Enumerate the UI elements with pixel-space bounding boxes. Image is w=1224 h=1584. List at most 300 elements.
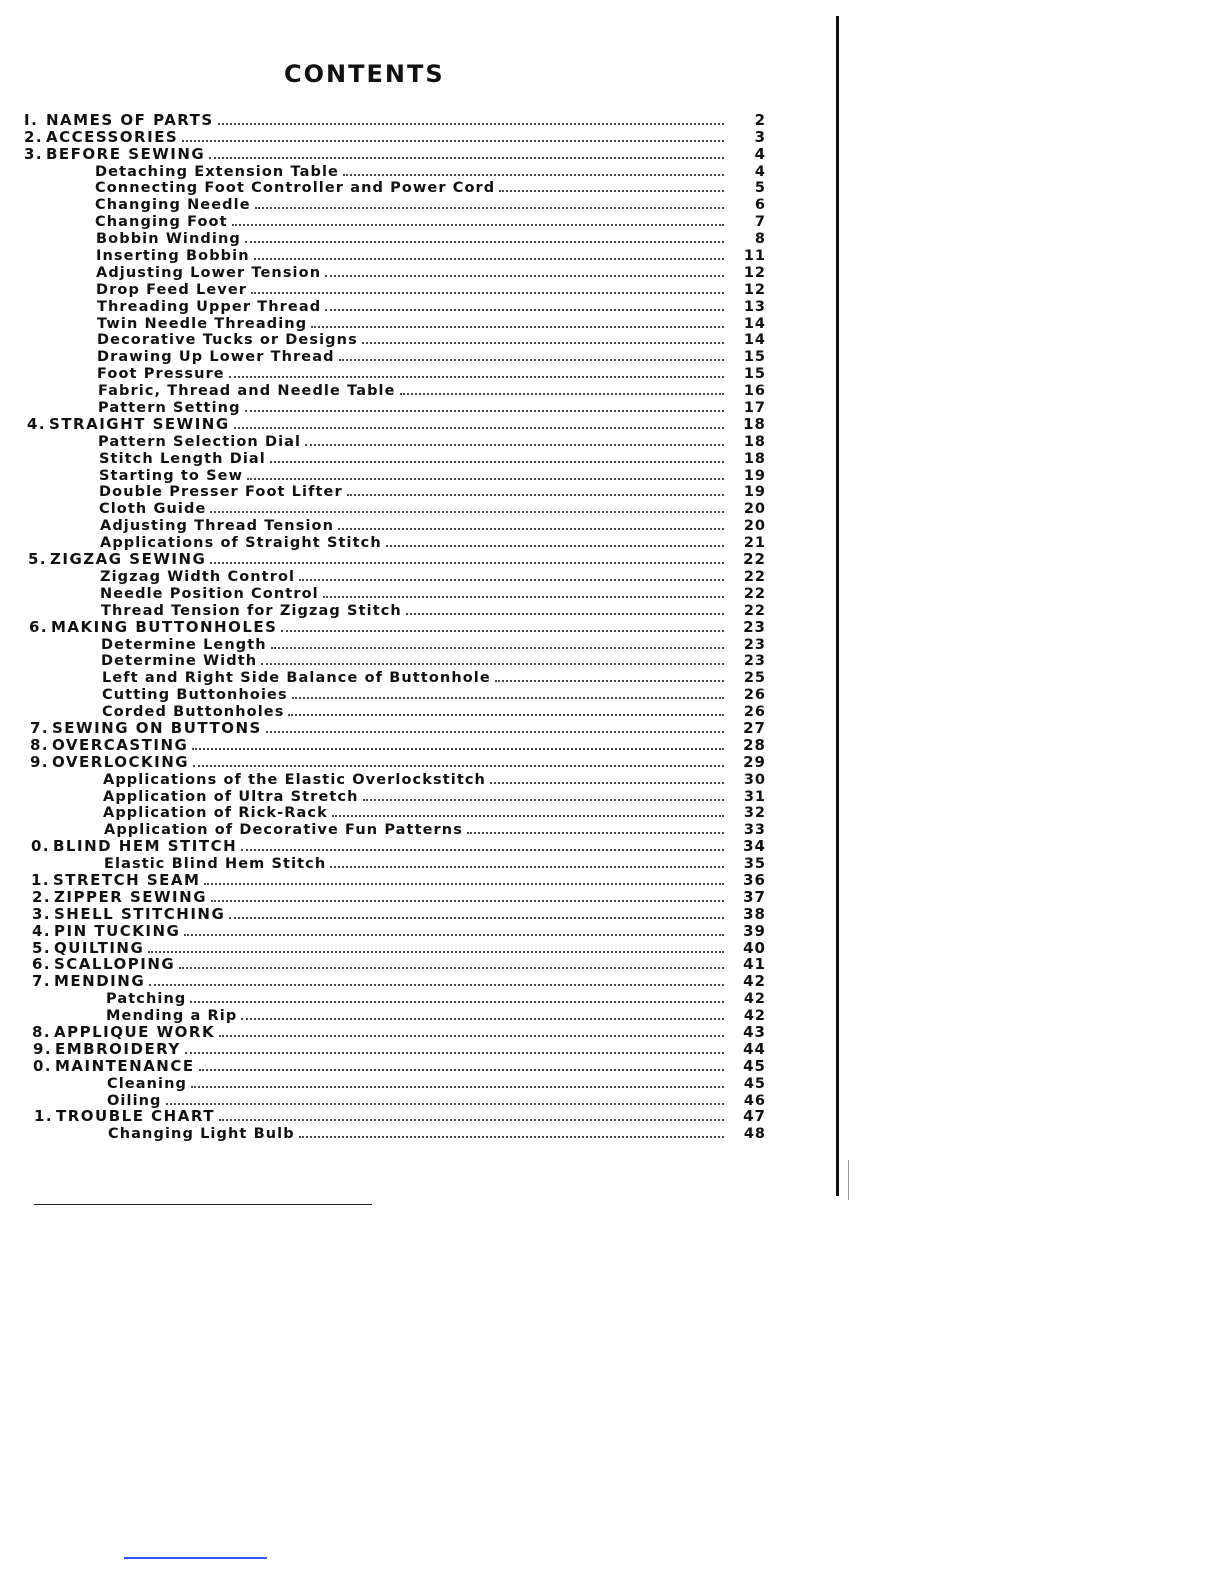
toc-label: [97, 316, 307, 332]
toc-subentry: [0, 382, 780, 399]
toc-number: 1.: [34, 1107, 54, 1126]
dot-leader: [219, 1119, 724, 1121]
toc-title: Cutting Buttonhoies: [102, 687, 288, 704]
toc-title: BEFORE SEWING: [46, 144, 206, 163]
toc-label: [100, 535, 382, 551]
toc-page-number: 4: [754, 163, 766, 180]
toc-title: Adjusting Thread Tension: [100, 518, 334, 535]
toc-entry: [0, 416, 780, 433]
toc-title: SHELL STITCHING: [54, 904, 226, 923]
toc-label: [30, 736, 188, 754]
dot-leader: [241, 849, 724, 851]
dot-leader: [204, 883, 724, 885]
toc-title: Patching: [106, 991, 187, 1008]
dot-leader: [323, 596, 724, 598]
toc-label: [106, 991, 186, 1007]
toc-subentry: [0, 315, 780, 332]
toc-label: [32, 905, 225, 923]
toc-subentry: [0, 1125, 780, 1142]
toc-title: Detaching Extension Table: [95, 163, 339, 180]
toc-page-number: 38: [743, 904, 766, 923]
dot-leader: [210, 511, 724, 513]
toc-label: [32, 1023, 215, 1041]
toc-subentry: [0, 821, 780, 838]
toc-label: [108, 1126, 295, 1142]
toc-page-number: 21: [743, 535, 766, 552]
dot-leader: [292, 697, 724, 699]
toc-page-number: 11: [743, 248, 766, 265]
toc-subentry: [0, 247, 780, 264]
toc-number: 6.: [32, 955, 52, 974]
toc-page-number: 41: [743, 955, 766, 974]
dot-leader: [406, 613, 724, 615]
dot-leader: [191, 1086, 724, 1088]
toc-label: [97, 299, 321, 315]
page-edge-line: [836, 16, 839, 1196]
toc-subentry: [0, 1075, 780, 1092]
toc-number: 7.: [32, 972, 52, 991]
dot-leader: [386, 545, 724, 547]
toc-title: BLIND HEM STITCH: [53, 837, 238, 856]
page-title: CONTENTS: [284, 60, 445, 88]
toc-page-number: 34: [743, 837, 766, 856]
toc-label: [103, 772, 486, 788]
toc-title: Application of Rick-Rack: [103, 805, 328, 822]
toc-label: [99, 484, 343, 500]
toc-page-number: 42: [743, 1008, 766, 1025]
toc-label: [103, 805, 328, 821]
toc-label: [34, 1107, 215, 1125]
toc-number: I.: [24, 110, 39, 129]
toc-page-number: 18: [743, 450, 766, 467]
toc-label: [96, 265, 321, 281]
toc-subentry: [0, 1007, 780, 1024]
toc-title: Threading Upper Thread: [97, 298, 322, 315]
toc-page-number: 43: [743, 1022, 766, 1041]
toc-title: Determine Length: [101, 636, 267, 653]
dot-leader: [219, 1035, 724, 1037]
toc-label: [32, 955, 175, 973]
toc-label: [24, 145, 205, 163]
toc-number: 8.: [32, 1022, 52, 1041]
dot-leader: [192, 748, 724, 750]
toc-page-number: 45: [743, 1056, 766, 1075]
toc-page-number: 23: [743, 636, 766, 653]
toc-entry: [0, 737, 780, 754]
dot-leader: [467, 832, 724, 834]
toc-page-number: 5: [754, 180, 766, 197]
toc-label: [104, 822, 463, 838]
dot-leader: [255, 207, 724, 209]
toc-title: Mending a Rip: [106, 1008, 238, 1025]
dot-leader: [332, 815, 724, 817]
toc-title: Oiling: [107, 1092, 162, 1109]
toc-entry: [0, 1024, 780, 1041]
toc-page-number: 6: [754, 197, 766, 214]
toc-page-number: 37: [743, 887, 766, 906]
toc-label: [95, 164, 339, 180]
toc-label: [33, 1040, 181, 1058]
toc-entry: [0, 129, 780, 146]
toc-page-number: 20: [743, 501, 766, 518]
dot-leader: [343, 174, 724, 176]
toc-page-number: 8: [754, 231, 766, 248]
toc-subentry: [0, 399, 780, 416]
toc-number: 0.: [33, 1056, 53, 1075]
toc-label: [97, 332, 358, 348]
toc-entry: [0, 112, 780, 129]
toc-entry: [0, 838, 780, 855]
toc-label: [24, 111, 214, 129]
toc-page-number: 27: [743, 718, 766, 737]
toc-title: Left and Right Side Balance of Buttonhole: [102, 670, 491, 687]
toc-page-number: 30: [743, 771, 766, 788]
toc-label: [100, 586, 319, 602]
toc-label: [30, 719, 262, 737]
toc-subentry: [0, 534, 780, 551]
toc-title: Inserting Bobbin: [96, 248, 250, 265]
toc-page-number: 2: [754, 110, 766, 129]
footer-rule: [34, 1204, 372, 1205]
toc-entry: [0, 957, 780, 974]
toc-title: ZIGZAG SEWING: [50, 550, 207, 569]
dot-leader: [232, 224, 724, 226]
toc-label: [32, 888, 207, 906]
toc-entry: [0, 619, 780, 636]
toc-subentry: [0, 805, 780, 822]
dot-leader: [281, 630, 724, 632]
dot-leader: [209, 157, 724, 159]
toc-label: [95, 214, 228, 230]
toc-title: MAINTENANCE: [55, 1056, 195, 1075]
toc-title: Bobbin Winding: [96, 231, 241, 248]
toc-label: [30, 753, 189, 771]
toc-label: [98, 400, 241, 416]
toc-entry: [0, 906, 780, 923]
toc-title: Drawing Up Lower Thread: [97, 349, 335, 366]
toc-title: Applications of the Elastic Overlockstitch: [103, 771, 486, 788]
dot-leader: [166, 1103, 724, 1105]
toc-subentry: [0, 788, 780, 805]
dot-leader: [288, 714, 724, 716]
dot-leader: [149, 984, 724, 986]
dot-leader: [362, 342, 724, 344]
toc-title: Zigzag Width Control: [100, 568, 296, 585]
toc-page-number: 19: [743, 484, 766, 501]
toc-subentry: [0, 196, 780, 213]
dot-leader: [182, 140, 724, 142]
toc-entry: [0, 754, 780, 771]
toc-label: [97, 349, 335, 365]
toc-label: [32, 939, 144, 957]
toc-number: 9.: [33, 1039, 53, 1058]
toc-title: PIN TUCKING: [54, 921, 181, 940]
toc-page-number: 40: [743, 938, 766, 957]
toc-page-number: 3: [754, 127, 766, 146]
toc-page-number: 22: [743, 550, 766, 569]
dot-leader: [311, 326, 724, 328]
toc-title: Changing Needle: [95, 197, 251, 214]
dot-leader: [245, 241, 724, 243]
toc-title: STRETCH SEAM: [53, 870, 201, 889]
toc-page-number: 29: [743, 752, 766, 771]
toc-title: Foot Pressure: [97, 366, 225, 383]
toc-title: SEWING ON BUTTONS: [52, 718, 262, 737]
toc-entry: [0, 973, 780, 990]
toc-page-number: 12: [743, 281, 766, 298]
dot-leader: [305, 444, 724, 446]
toc-label: [107, 1076, 187, 1092]
toc-subentry: [0, 213, 780, 230]
dot-leader: [241, 1018, 724, 1020]
toc-subentry: [0, 686, 780, 703]
toc-entry: [0, 1109, 780, 1126]
toc-page-number: 7: [754, 214, 766, 231]
toc-subentry: [0, 484, 780, 501]
toc-label: [98, 383, 396, 399]
toc-label: [96, 231, 241, 247]
toc-title: SCALLOPING: [54, 955, 176, 974]
toc-page-number: 13: [743, 298, 766, 315]
dot-leader: [254, 258, 724, 260]
toc-page-number: 17: [743, 400, 766, 417]
toc-entry: [0, 923, 780, 940]
dot-leader: [179, 967, 724, 969]
toc-title: EMBROIDERY: [55, 1039, 181, 1058]
toc-title: Pattern Setting: [98, 400, 241, 417]
toc-page-number: 36: [743, 870, 766, 889]
toc-label: [104, 856, 326, 872]
dot-leader: [229, 376, 724, 378]
toc-subentry: [0, 467, 780, 484]
toc-title: Adjusting Lower Tension: [96, 264, 322, 281]
toc-label: [102, 670, 491, 686]
toc-page-number: 42: [743, 991, 766, 1008]
dot-leader: [266, 731, 724, 733]
toc-label: [101, 603, 402, 619]
toc-subentry: [0, 281, 780, 298]
toc-label: [99, 451, 266, 467]
toc-label: [27, 415, 230, 433]
toc-label: [96, 282, 247, 298]
toc-page-number: 14: [743, 332, 766, 349]
toc-label: [95, 180, 495, 196]
toc-title: Determine Width: [101, 653, 258, 670]
toc-entry: [0, 889, 780, 906]
toc-page-number: 23: [743, 617, 766, 636]
toc-title: Applications of Straight Stitch: [100, 535, 382, 552]
toc-number: 3.: [24, 144, 44, 163]
toc-title: TROUBLE CHART: [56, 1107, 215, 1126]
dot-leader: [148, 951, 724, 953]
toc-page-number: 18: [743, 414, 766, 433]
toc-subentry: [0, 180, 780, 197]
toc-number: 8.: [30, 735, 50, 754]
dot-leader: [211, 900, 724, 902]
toc-label: [95, 197, 251, 213]
toc-entry: [0, 146, 780, 163]
dot-leader: [271, 647, 724, 649]
toc-title: MENDING: [54, 972, 146, 991]
toc-title: Drop Feed Lever: [96, 281, 248, 298]
toc-label: [100, 569, 295, 585]
toc-title: Decorative Tucks or Designs: [97, 332, 358, 349]
toc-subentry: [0, 332, 780, 349]
toc-page-number: 22: [743, 585, 766, 602]
toc-title: Changing Light Bulb: [108, 1126, 295, 1143]
faint-edge-mark: [848, 1160, 849, 1200]
blue-underline-mark: [124, 1557, 267, 1559]
dot-leader: [325, 309, 724, 311]
dot-leader: [495, 680, 724, 682]
toc-number: 5.: [28, 550, 48, 569]
toc-title: Application of Decorative Fun Patterns: [104, 822, 463, 839]
toc-subentry: [0, 433, 780, 450]
toc-entry: [0, 551, 780, 568]
toc-page-number: 46: [743, 1092, 766, 1109]
toc-number: 9.: [30, 752, 50, 771]
dot-leader: [245, 410, 724, 412]
toc-page-number: 48: [743, 1126, 766, 1143]
toc-page-number: 15: [743, 366, 766, 383]
toc-subentry: [0, 568, 780, 585]
toc-page-number: 22: [743, 568, 766, 585]
toc-title: OVERCASTING: [52, 735, 189, 754]
toc-page-number: 16: [743, 383, 766, 400]
toc-label: [31, 871, 200, 889]
dot-leader: [347, 494, 724, 496]
toc-page-number: 31: [743, 788, 766, 805]
toc-label: [102, 704, 284, 720]
toc-page-number: 47: [743, 1107, 766, 1126]
toc-title: ACCESSORIES: [46, 127, 179, 146]
toc-entry: [0, 1058, 780, 1075]
toc-subentry: [0, 500, 780, 517]
toc-label: [33, 1057, 195, 1075]
toc-subentry: [0, 230, 780, 247]
dot-leader: [490, 782, 724, 784]
toc-label: [100, 518, 334, 534]
toc-label: [31, 837, 237, 855]
toc-page-number: 12: [743, 264, 766, 281]
dot-leader: [185, 1052, 724, 1054]
toc-subentry: [0, 264, 780, 281]
toc-subentry: [0, 669, 780, 686]
toc-page-number: 33: [743, 822, 766, 839]
toc-page-number: 26: [743, 687, 766, 704]
toc-page-number: 15: [743, 349, 766, 366]
toc-subentry: [0, 365, 780, 382]
dot-leader: [270, 461, 724, 463]
toc-page-number: 32: [743, 805, 766, 822]
toc-title: STRAIGHT SEWING: [49, 414, 230, 433]
toc-label: [101, 653, 257, 669]
toc-title: Changing Foot: [95, 214, 228, 231]
toc-title: Cloth Guide: [99, 501, 207, 518]
toc-page-number: 4: [754, 144, 766, 163]
toc-page-number: 25: [743, 670, 766, 687]
dot-leader: [338, 528, 724, 530]
toc-title: ZIPPER SEWING: [54, 887, 208, 906]
toc-label: [32, 922, 180, 940]
dot-leader: [184, 934, 724, 936]
toc-title: MAKING BUTTONHOLES: [51, 617, 278, 636]
toc-page-number: 23: [743, 653, 766, 670]
toc-title: Double Presser Foot Lifter: [99, 484, 343, 501]
toc-label: [102, 687, 288, 703]
dot-leader: [363, 799, 724, 801]
toc-title: Twin Needle Threading: [97, 315, 308, 332]
toc-subentry: [0, 771, 780, 788]
toc-number: 0.: [31, 837, 51, 856]
dot-leader: [251, 292, 724, 294]
toc-subentry: [0, 636, 780, 653]
toc-title: Stitch Length Dial: [99, 450, 266, 467]
dot-leader: [190, 1001, 724, 1003]
toc-entry: [0, 720, 780, 737]
dot-leader: [229, 917, 724, 919]
dot-leader: [193, 765, 724, 767]
toc-page-number: 18: [743, 433, 766, 450]
toc-label: [106, 1008, 237, 1024]
toc-page-number: 26: [743, 704, 766, 721]
toc-title: NAMES OF PARTS: [46, 110, 214, 129]
toc-title: Application of Ultra Stretch: [103, 788, 359, 805]
toc-title: OVERLOCKING: [52, 752, 190, 771]
toc-subentry: [0, 703, 780, 720]
toc-number: 4.: [32, 921, 52, 940]
toc-number: 1.: [31, 870, 51, 889]
toc-subentry: [0, 990, 780, 1007]
dot-leader: [325, 275, 724, 277]
toc-number: 5.: [32, 938, 52, 957]
table-of-contents: [0, 112, 780, 1142]
toc-title: Corded Buttonholes: [102, 704, 285, 721]
toc-label: [32, 972, 145, 990]
dot-leader: [339, 359, 724, 361]
dot-leader: [261, 663, 724, 665]
toc-entry: [0, 1041, 780, 1058]
dot-leader: [400, 393, 724, 395]
toc-label: [97, 366, 225, 382]
toc-subentry: [0, 517, 780, 534]
toc-subentry: [0, 855, 780, 872]
toc-title: Needle Position Control: [100, 585, 319, 602]
toc-title: QUILTING: [54, 938, 145, 957]
toc-subentry: [0, 298, 780, 315]
toc-title: APPLIQUE WORK: [54, 1022, 216, 1041]
toc-subentry: [0, 653, 780, 670]
toc-number: 4.: [27, 414, 47, 433]
toc-label: [99, 468, 243, 484]
toc-page-number: 44: [743, 1039, 766, 1058]
dot-leader: [299, 579, 724, 581]
toc-label: [99, 501, 206, 517]
toc-page-number: 45: [743, 1075, 766, 1092]
dot-leader: [499, 190, 724, 192]
toc-page-number: 14: [743, 315, 766, 332]
toc-number: 3.: [32, 904, 52, 923]
toc-title: Starting to Sew: [99, 467, 244, 484]
toc-page-number: 22: [743, 602, 766, 619]
dot-leader: [247, 478, 724, 480]
dot-leader: [210, 562, 724, 564]
dot-leader: [218, 123, 724, 125]
toc-page-number: 28: [743, 735, 766, 754]
toc-label: [107, 1093, 162, 1109]
toc-label: [101, 637, 267, 653]
toc-number: 6.: [29, 617, 49, 636]
